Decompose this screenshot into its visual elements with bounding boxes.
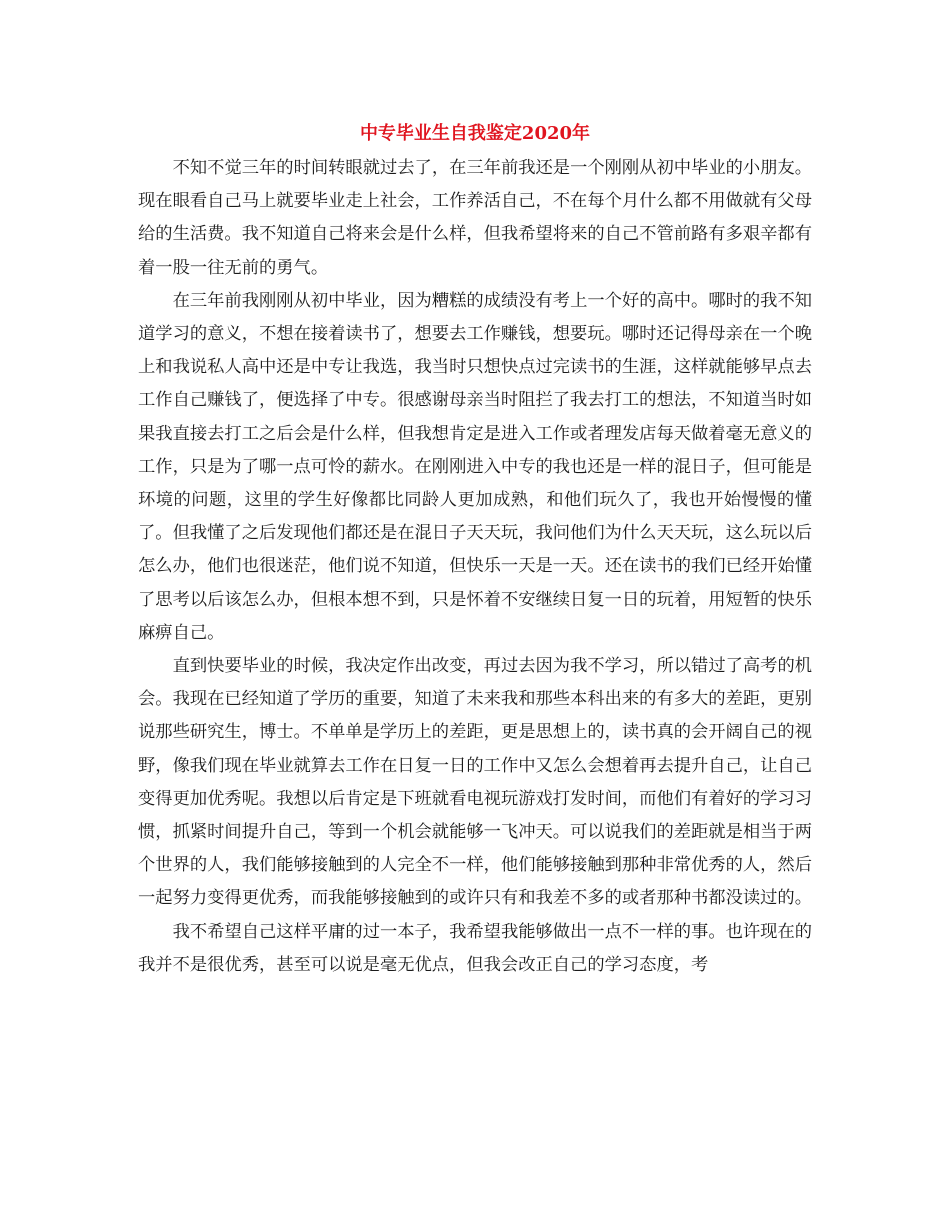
document-title: 中专毕业生自我鉴定2020年: [359, 123, 591, 144]
paragraph-2: 在三年前我刚刚从初中毕业，因为糟糕的成绩没有考上一个好的高中。哪时的我不知道学习的意义，不想在接着读书了，想要去工作赚钱，想要玩。哪时还记得母亲在一个晚上和我说私人高中还是中专让我选，我当时只想快点过完读书的生涯，这样就能够早点去工作自己赚钱了，便选择了中专。很感谢母亲当时阻拦了我去打工的想法，不知道当时如果我直接去打工之后会是什么样，但我想肯定是进入工作或者理发店每天做着毫无意义的工作，只是为了哪一点可怜的薪水。在刚刚进入中专的我也还是一样的混日子，但可能是环境的问题，这里的学生好像都比同龄人更加成熟，和他们玩久了，我也开始慢慢的懂了。但我懂了之后发现他们都还是在混日子天天玩，我问他们为什么天天玩，这么玩以后怎么办，他们也很迷茫，他们说不知道，但快乐一天是一天。还在读书的我们已经开始懂了思考以后该怎么办，但根本想不到，只是怀着不安继续日复一日的玩着，用短暂的快乐麻痹自己。: [138, 290, 813, 643]
paragraph-4: 我不希望自己这样平庸的过一本子，我希望我能够做出一点不一样的事。也许现在的我并不是很优秀，甚至可以说是毫无优点，但我会改正自己的学习态度，考: [138, 921, 813, 975]
paragraph-1: 不知不觉三年的时间转眼就过去了，在三年前我还是一个刚刚从初中毕业的小朋友。现在眼看自己马上就要毕业走上社会，工作养活自己，不在每个月什么都不用做就有父母给的生活费。我不知道自己将来会是什么样，但我希望将来的自己不管前路有多艰辛都有着一股一往无前的勇气。: [138, 158, 813, 278]
paragraph-3: 直到快要毕业的时候，我决定作出改变，再过去因为我不学习，所以错过了高考的机会。我现在已经知道了学历的重要，知道了未来我和那些本科出来的有多大的差距，更别说那些研究生，博士。不单单是学历上的差距，更是思想上的，读书真的会开阔自己的视野，像我们现在毕业就算去工作在日复一日的工作中又怎么会想着再去提升自己，让自己变得更加优秀呢。我想以后肯定是下班就看电视玩游戏打发时间，而他们有着好的学习习惯，抓紧时间提升自己，等到一个机会就能够一飞冲天。可以说我们的差距就是相当于两个世界的人，我们能够接触到的人完全不一样，他们能够接触到那种非常优秀的人，然后一起努力变得更优秀，而我能够接触到的或许只有和我差不多的或者那种书都没读过的。: [138, 656, 813, 909]
document-body: [138, 152, 812, 982]
